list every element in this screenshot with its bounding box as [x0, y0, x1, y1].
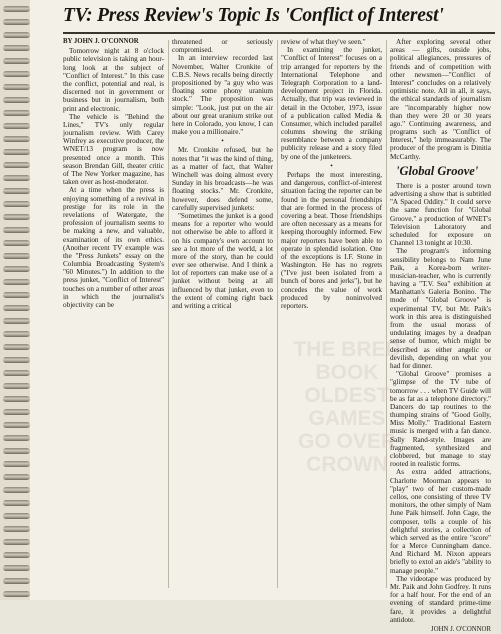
binding-ring — [3, 136, 30, 142]
column-divider — [386, 40, 387, 588]
binding-ring — [3, 370, 30, 376]
section-separator: • — [330, 161, 333, 170]
binding-ring — [3, 123, 30, 129]
binding-ring — [3, 344, 30, 350]
binding-ring — [3, 6, 30, 12]
binding-ring — [3, 175, 30, 181]
binding-ring — [3, 32, 30, 38]
binding-ring — [3, 188, 30, 194]
paragraph: At a time when the press is enjoying something of a revival in prestige for its role in the revelations of Watergate, the profession of journalism seems to be making a new, and valuable, examination of its own ethics. (Another recent TV example was the "Press Junkets" essay on the Columbia Broadcasting System's "60 Minutes.") In addition to the press junket, "Conflict of Interest" touches on a number of other areas in which the journalist's objectivity can be — [63, 186, 164, 309]
column-divider — [168, 40, 169, 588]
paragraph: The videotape was produced by Mr. Paik and John Godfrey. It runs for a half hour. For the end of an evening of standard prime-time fare, it provides a delightful antidote. — [390, 574, 491, 624]
article-column-4 — [390, 38, 491, 633]
binding-ring — [3, 448, 30, 454]
binding-ring — [3, 422, 30, 428]
paragraph: The vehicle is "Behind the Lines," TV's only regular journalism review. With Carey Winfrey as executive producer, the WNET/13 program is now presented once a month. This season Brendan Gill, theater critic of The New Yorker magazine, has taken over as host-moderator. — [63, 112, 164, 187]
paragraph: In examining the junket, "Conflict of Interest" focuses on a trip arranged for reporters by the International Telephone and Telegraph Corporation to a land-development project in Florida. Actually, that trip was reviewed in detail in the October, 1973, issue of a publication called Media & Consumer, which included parallel columns showing the striking resemblance between a company publicity release and a story filed by one of the junketeers. — [281, 46, 382, 161]
binding-ring — [3, 149, 30, 155]
binding-ring — [3, 240, 30, 246]
binding-ring — [3, 84, 30, 90]
paragraph: review of what they've seen." — [281, 38, 366, 46]
binding-ring — [3, 19, 30, 25]
binding-ring — [3, 487, 30, 493]
paragraph: Mr. Cronkite refused, but he notes that "it was the kind of thing, as a matter of fact, that Walter Winchell was doing almost every Sunday in his broadcasts—he was floating stocks." Mr. Cronkite, however, does defend some, carefully supervised junkets: — [172, 146, 273, 212]
binding-ring — [3, 578, 30, 584]
binding-ring — [3, 266, 30, 272]
paragraph: After exploring several other areas — gifts, outside jobs, political allegiances, pressures of friends and of competition with other newsmen—"Conflict of Interest" concludes on a relatively optimistic note. All in all, it says, the ethical standards of journalism are "incomparably higher now than they were 20 or 30 years ago." Continuing awareness, and programs such as "Conflict of Interest," help immeasurably. The producer of the program is Dinitia McCarthy. — [390, 38, 491, 161]
paragraph: Tomorrow night at 8 o'clock public television is taking an hour-long look at the subject of "Conflict of Interest." In this case the conflict, potential and real, is discerned not in government or business but in journalism, both print and electronic. — [63, 47, 164, 113]
author-signoff: JOHN J. O'CONNOR — [431, 625, 491, 633]
binding-ring — [3, 435, 30, 441]
binding-ring — [3, 552, 30, 558]
paragraph: "Global Groove" promises a "glimpse of the TV tube of tomorrow . . . when TV Guide will be as fat as a telephone directory." Dancers do tap routines to the thumping strains of "Good Golly, Miss Molly." Traditional Eastern music is merged with a fan dance. Sally Rand-style. Images are fragmented, synthesized and clobbered, but manage to stay rooted in realistic forms. — [390, 370, 491, 469]
show-through-text: THE BRED BOOK OLDEST GAMES GO OVER CROWN — [293, 338, 401, 476]
column-divider — [277, 40, 278, 588]
binding-ring — [3, 201, 30, 207]
binding-ring — [3, 396, 30, 402]
binding-ring — [3, 357, 30, 363]
binding-ring — [3, 526, 30, 532]
spiral-binding — [0, 0, 30, 600]
binding-ring — [3, 305, 30, 311]
headline: TV: Press Review's Topic Is 'Conflict of Interest' — [63, 5, 444, 26]
paragraph: "Sometimes the junket is a good means for a reporter who would not otherwise be able to afford it on his company's own account to see a lot more of the world, a lot more of the story, than he could ever see otherwise. And I think a lot of reporters can make use of a junket without being at all influenced by that junket, even to the extent of coming right back and writing a critical — [172, 211, 273, 310]
binding-ring — [3, 97, 30, 103]
binding-ring — [3, 474, 30, 480]
binding-ring — [3, 591, 30, 597]
binding-ring — [3, 71, 30, 77]
binding-ring — [3, 227, 30, 233]
paragraph: As extra added attractions, Charlotte Moorman appears to "play" two of her custom-made cellos, one consisting of three TV monitors, the other simply of Nam June Paik himself. John Cage, the composer, tells a couple of his delightful stories, a collection of which served as the entire "score" for a Merce Cunningham dance. And Richard M. Nixon appears briefly to extol an aide's "ability to manage people." — [390, 468, 491, 575]
paragraph: The program's informing sensibility belongs to Nam June Paik, a Korea-born writer-musician-teacher, who is currently having a "T.V. Sea" exhibition at Manhattan's Galeria Bonino. The mode of "Global Groove" is experimental TV, but Mr. Paik's work in this area is distinguished from the usual morass of undulating images by a deadpan sense of humor, which might be described as either angelic or devilish, depending on what you had for dinner. — [390, 247, 491, 370]
binding-ring — [3, 383, 30, 389]
binding-ring — [3, 253, 30, 259]
binding-ring — [3, 58, 30, 64]
binding-ring — [3, 461, 30, 467]
newspaper-clipping — [30, 0, 501, 633]
binding-ring — [3, 331, 30, 337]
article-column-1 — [63, 38, 164, 590]
binding-ring — [3, 539, 30, 545]
paragraph: threatened or seriously compromised. — [172, 38, 273, 55]
binding-ring — [3, 292, 30, 298]
binding-ring — [3, 500, 30, 506]
section-separator: • — [221, 137, 224, 146]
binding-ring — [3, 565, 30, 571]
paragraph: In an interview recorded last November, Walter Cronkite of C.B.S. News recalls being directly propositioned by "a guy who was floating some phony uranium stock." The proposition was simple: "Look, just put on the air about our great uranium strike out here in Colorado, you know, I can make you a millionaire." — [172, 54, 273, 137]
binding-ring — [3, 318, 30, 324]
headline-rule — [63, 32, 495, 34]
binding-ring — [3, 214, 30, 220]
binding-ring — [3, 45, 30, 51]
byline: BY JOHN J. O'CONNOR — [63, 38, 139, 45]
paragraph: There is a poster around town advertising a show that is subtitled "A Spaced Oddity." It could serve the same function for "Global Groove," a production of WNET's Television Laboratory and scheduled for exposure on Channel 13 tonight at 10:30. — [390, 181, 491, 248]
subheading: 'Global Groove' — [396, 163, 479, 178]
article-column-3 — [281, 38, 382, 590]
binding-ring — [3, 409, 30, 415]
binding-ring — [3, 162, 30, 168]
paragraph: Perhaps the most interesting, and dangerous, conflict-of-interest situation facing the reporter can be found in the personal friendships that are formed in the process of covering a beat. Those friendships are often necessary as a means for keeping thoroughly informed. Few major reporters have been able to operate in splendid isolation. One of the exceptions is I.F. Stone in Washington. He has no regrets ("I've just been isolated from a bunch of bores and jerks"), but he concedes the value of work produced by noninvolved reporters. — [281, 171, 382, 310]
binding-ring — [3, 110, 30, 116]
binding-ring — [3, 279, 30, 285]
article-column-2 — [172, 38, 273, 590]
binding-ring — [3, 513, 30, 519]
